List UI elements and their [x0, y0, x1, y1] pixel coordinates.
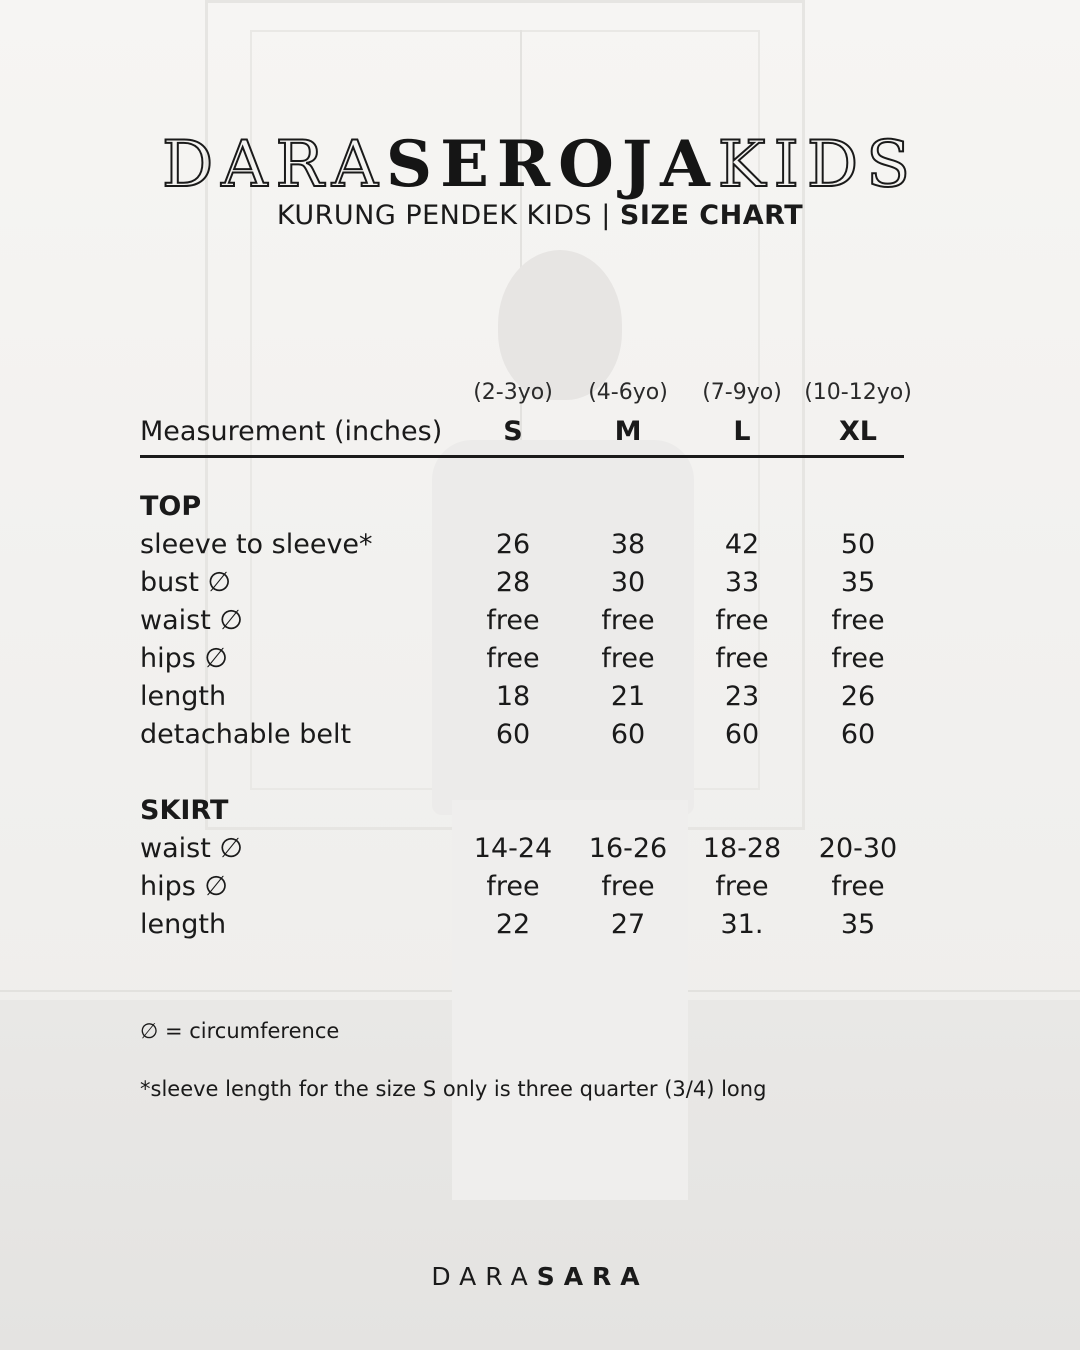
- cell-xl: free: [831, 643, 885, 674]
- age-xl: (10-12yo): [804, 380, 912, 405]
- table-row: [140, 868, 920, 906]
- cell-l: free: [715, 871, 769, 902]
- row-label: sleeve to sleeve*: [140, 529, 373, 560]
- table-row: [140, 564, 920, 602]
- cell-m: 16-26: [588, 833, 668, 864]
- brand-title: [0, 128, 1080, 202]
- cell-l: 23: [724, 681, 760, 712]
- table-row: [140, 678, 920, 716]
- footer-brand: [0, 1262, 1080, 1291]
- cell-m: 21: [610, 681, 646, 712]
- cell-l: free: [715, 605, 769, 636]
- cell-l: 42: [724, 529, 760, 560]
- table-row: [140, 716, 920, 754]
- cell-xl: 50: [840, 529, 876, 560]
- footer-brand-bold: SARA: [536, 1262, 649, 1291]
- row-label: hips ∅: [140, 643, 228, 674]
- cell-s: free: [486, 871, 540, 902]
- footer-brand-light: DARA: [431, 1262, 537, 1291]
- subtitle: [0, 200, 1080, 231]
- row-label: length: [140, 681, 227, 712]
- row-label: bust ∅: [140, 567, 232, 598]
- cell-l: 33: [724, 567, 760, 598]
- table-row: [140, 526, 920, 564]
- size-m: M: [614, 416, 642, 447]
- cell-s: free: [486, 643, 540, 674]
- size-xl: XL: [838, 416, 878, 447]
- size-s: S: [503, 416, 523, 447]
- row-label: waist ∅: [140, 605, 243, 636]
- cell-l: 60: [724, 719, 760, 750]
- circumference-note: ∅ = circumference: [140, 1019, 340, 1043]
- cell-xl: 35: [840, 909, 876, 940]
- cell-m: free: [601, 643, 655, 674]
- cell-s: free: [486, 605, 540, 636]
- sleeve-note: *sleeve length for the size S only is three quarter (3/4) long: [140, 1077, 767, 1101]
- table-row: [140, 906, 920, 944]
- cell-l: 18-28: [702, 833, 782, 864]
- cell-s: 22: [495, 909, 531, 940]
- cell-m: 27: [610, 909, 646, 940]
- age-s: (2-3yo): [473, 380, 553, 405]
- cell-l: free: [715, 643, 769, 674]
- cell-s: 14-24: [473, 833, 553, 864]
- cell-s: 26: [495, 529, 531, 560]
- cell-s: 60: [495, 719, 531, 750]
- row-label: detachable belt: [140, 719, 352, 750]
- cell-xl: free: [831, 605, 885, 636]
- cell-s: 18: [495, 681, 531, 712]
- cell-xl: 20-30: [818, 833, 898, 864]
- cell-xl: 60: [840, 719, 876, 750]
- cell-l: 31.: [720, 909, 764, 940]
- header-divider: [140, 455, 904, 458]
- row-label: hips ∅: [140, 871, 228, 902]
- age-m: (4-6yo): [588, 380, 668, 405]
- cell-s: 28: [495, 567, 531, 598]
- table-row: [140, 602, 920, 640]
- cell-m: 30: [610, 567, 646, 598]
- table-row: [140, 830, 920, 868]
- cell-xl: 26: [840, 681, 876, 712]
- brand-title-part-2: SEROJA: [385, 127, 718, 202]
- size-header-row: [140, 413, 920, 451]
- subtitle-chart-label: SIZE CHART: [619, 200, 804, 231]
- age-l: (7-9yo): [702, 380, 782, 405]
- subtitle-product: KURUNG PENDEK KIDS |: [276, 200, 620, 231]
- cell-m: free: [601, 871, 655, 902]
- cell-xl: 35: [840, 567, 876, 598]
- cell-xl: free: [831, 871, 885, 902]
- table-row: [140, 640, 920, 678]
- section-top-heading: TOP: [140, 491, 202, 522]
- cell-m: free: [601, 605, 655, 636]
- row-label: waist ∅: [140, 833, 243, 864]
- measurement-label: Measurement (inches): [140, 416, 443, 447]
- section-skirt-heading: SKIRT: [140, 795, 229, 826]
- brand-title-part-1: DARA: [161, 128, 386, 202]
- size-l: L: [733, 416, 751, 447]
- cell-m: 60: [610, 719, 646, 750]
- cell-m: 38: [610, 529, 646, 560]
- row-label: length: [140, 909, 227, 940]
- brand-title-part-3: KIDS: [717, 128, 919, 202]
- age-header-row: [140, 374, 920, 412]
